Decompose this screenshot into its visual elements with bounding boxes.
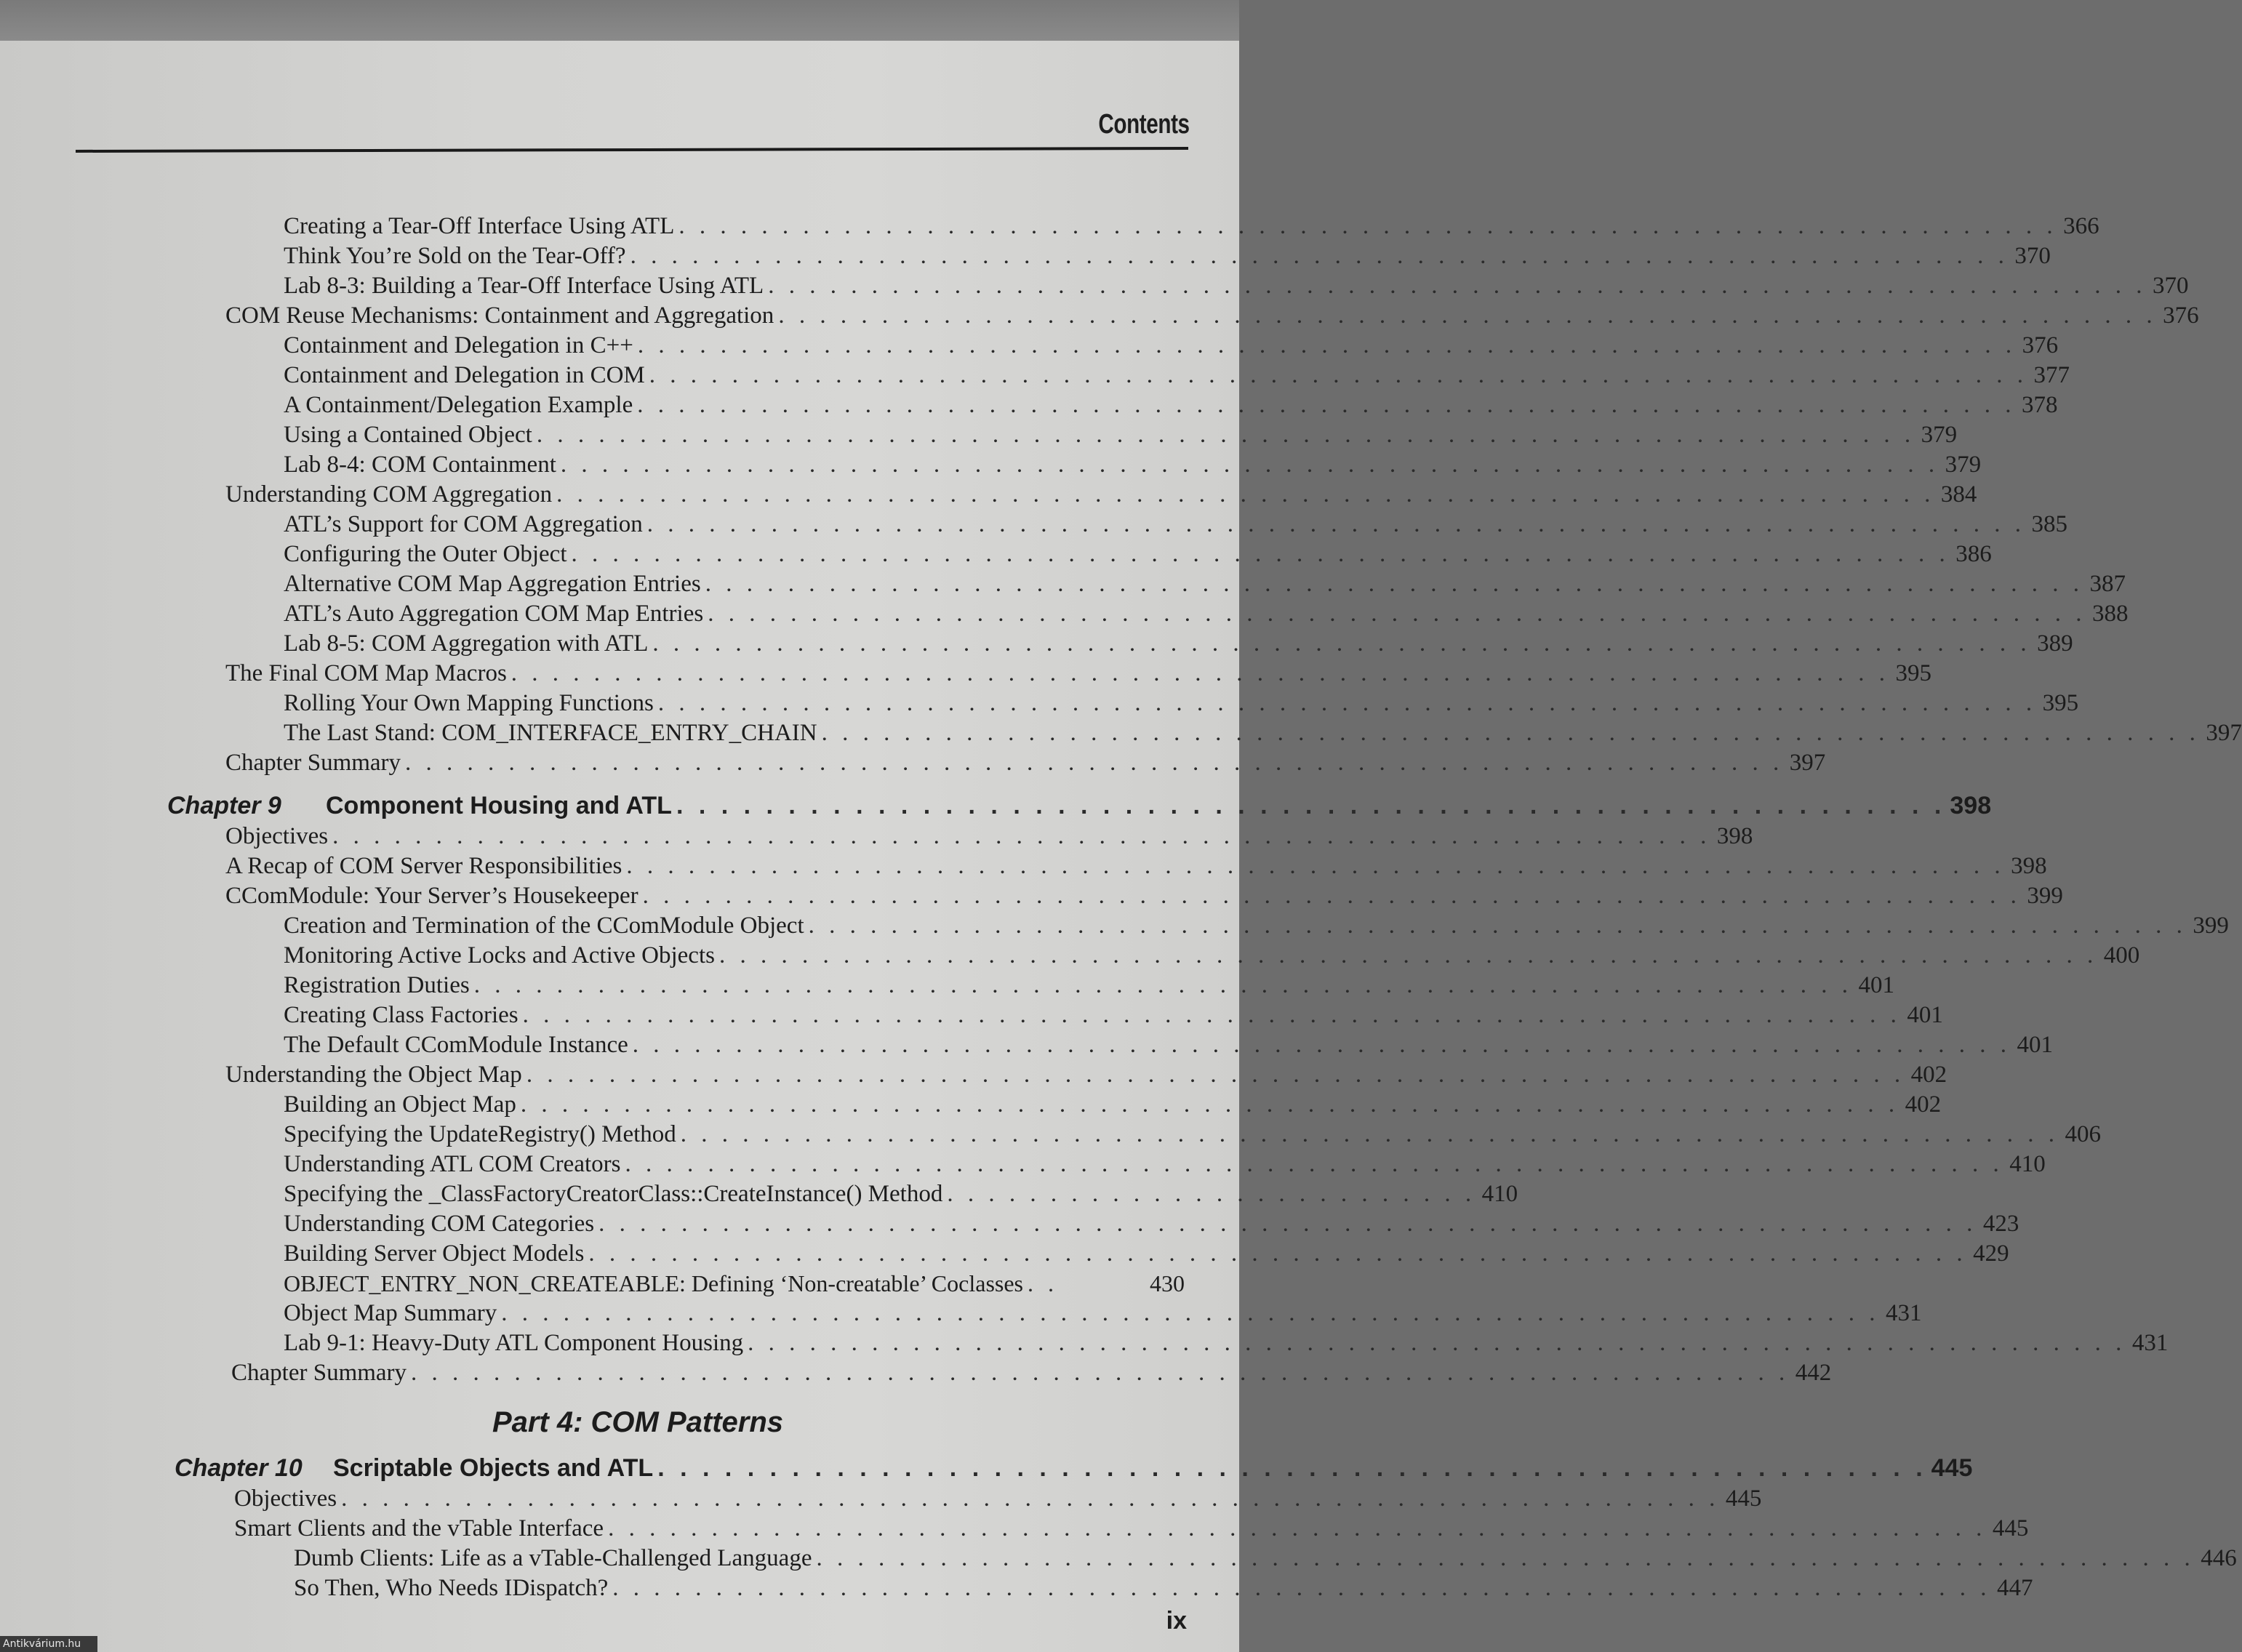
- dot-leader: . . . . . . . . . . . . . . . . . . . . . . . . . . . . . . . . . . . . . . . . . . . . . . . . . . . . . . . . . . . . . . . . . . .: [808, 913, 2187, 939]
- toc-entry-title: Rolling Your Own Mapping Functions: [284, 690, 654, 716]
- toc-entry-page: 376: [2022, 332, 2059, 358]
- toc-entry-title: Lab 8-3: Building a Tear-Off Interface Using ATL: [284, 273, 764, 299]
- toc-entry-title: Registration Duties: [284, 972, 470, 998]
- toc-entry: [294, 1544, 2237, 1573]
- dot-leader: . . . . . . . . . . . . . . . . . . . . . . . . . . . . . . . . . . . . . . . . . . . . . . . . . . . . . . . . . . . . . . . . . . .: [718, 942, 2098, 969]
- toc-entry-page: 385: [2031, 511, 2068, 537]
- dot-leader: . . . . . . . . . . . . . . . . . . . . . . . . . . . . . . . . . . . . . . . . . . . . . . . . . . . . . . . . . . . . . . . . . . .: [821, 720, 2200, 746]
- toc-entry-title: Creation and Termination of the CComModule Object: [284, 913, 804, 939]
- toc-entry-title: Understanding COM Aggregation: [225, 481, 553, 508]
- toc-entry-page: 399: [2193, 913, 2229, 939]
- toc-entry: [284, 911, 2229, 940]
- toc-entry-title: So Then, Who Needs IDispatch?: [294, 1575, 609, 1601]
- dot-leader: . . . . . . . . . . . . . . . . . . . . . . . . . . . . . . . . . . . . . . . . . . . . . . . . . . . . . . . . . . . . . . . . . . .: [405, 750, 1784, 776]
- toc-entry-title: Think You’re Sold on the Tear-Off?: [284, 243, 626, 269]
- toc-entry: [284, 689, 2079, 718]
- dot-leader: . . . . . . . . . . . . . . . . . . . . . . . . . . . . . . . . . . . . . . . . . . . . . . . . . . . . . . . . . . . . . . . . . . .: [708, 601, 2086, 627]
- toc-entry-title: Objectives: [225, 823, 329, 849]
- dot-leader: . . . . . . . . . . . . . . . . . . . . . . . . . . . . . . . . . . . . . . . . . . . . . . . . . . . . . . . . . . . . . . . . . . .: [526, 1062, 1905, 1088]
- toc-entry-page: 397: [2206, 720, 2242, 746]
- dot-leader: . . . . . . . . . . . . . . . . . . . . . . . . . . . . . . . . . . . . . . . . . . . . . . . . . . . . . . . . . . . . . . . . . . .: [608, 1515, 1987, 1541]
- dot-leader: . . . . . . . . . . . . . . . . . . . . . . . . . . . . . . . . . . . . . . . . . . . . . . . . . . . . . . . . . . . . . . . . . . .: [511, 660, 1890, 686]
- toc-entry: [284, 1209, 2019, 1238]
- toc-entry: [284, 1120, 2102, 1149]
- toc-entry-page: 410: [2009, 1151, 2046, 1177]
- toc-entry-page: 386: [1955, 541, 1992, 567]
- toc-entry: [284, 1239, 2009, 1268]
- toc-entry: [225, 1060, 1947, 1089]
- dot-leader: . . . . . . . . . . . . . . . . . . . . . . . . . . . . . . . . . . . . . . . . . . . . . . . . . . . . . . . . . . . . . . . . . . .: [642, 883, 2021, 909]
- toc-entry: [284, 1269, 1185, 1298]
- toc-entry-title: Creating Class Factories: [284, 1002, 519, 1028]
- toc-entry: [284, 1001, 1943, 1030]
- toc-entry-page: 379: [1921, 422, 1958, 448]
- toc-entry: [284, 1299, 1922, 1328]
- chapter-title: Component Housing and ATL: [326, 792, 672, 819]
- toc-entry-title: Specifying the _ClassFactoryCreatorClass::CreateInstance() Method: [284, 1181, 943, 1207]
- toc-entry-title: Understanding ATL COM Creators: [284, 1151, 621, 1177]
- toc-entry-title: Specifying the UpdateRegistry() Method: [284, 1121, 676, 1147]
- toc-entry: [225, 480, 1977, 509]
- toc-entry-page: 395: [2042, 690, 2079, 716]
- dot-leader: . . . . . . . . . . . . . . . . . . . . . . . . . . . . . . . . . . . . . . . . . . . . . . . . . . . . . . . . . . . . . . . . . . .: [632, 1032, 2011, 1058]
- toc-entry: [234, 1514, 2029, 1543]
- toc-entry-page: 370: [2152, 273, 2189, 299]
- toc-entry-page: 387: [2089, 571, 2126, 597]
- dot-leader: . . . . . . . . . . . . . . . . . . . . . . . . . . . . . . . . . . . . . . . . . . . . . . . . . . . . . . . . . . . . . . . . . . .: [332, 823, 1711, 849]
- dot-leader: . . . . . . . . . . . . . . . . . . . . . . . . . . . . . . . . . . . . . . . . . . . . . . . . . . . . . . . . . . . . . . . . . . .: [588, 1240, 1967, 1267]
- toc-entry-page: 430: [1150, 1270, 1185, 1296]
- toc-entry-page: 399: [2027, 883, 2063, 909]
- dot-leader: . . . . . . . . . . . . . . . . . . . . . . . . . . . . . . . . . . . . . . . . . . . . . . . . . . . . . . . . . . . . . . . . . . .: [411, 1360, 1790, 1386]
- toc-entry: [284, 241, 2051, 270]
- dot-leader: . . . . . . . . . . . . . . . . . . . . . . . . . . . . . . . . . . . . . . . . . . . . . . . . . . . . . . . . . . . . . . . . . . .: [630, 243, 2009, 269]
- toc-entry-page: 388: [2091, 601, 2129, 627]
- toc-entry-title: Lab 8-4: COM Containment: [284, 452, 556, 478]
- toc-entry: [284, 1090, 1942, 1119]
- toc-entry-page: 398: [2011, 853, 2047, 879]
- toc-entry-title: Lab 9-1: Heavy-Duty ATL Component Housing: [284, 1330, 744, 1356]
- toc-entry-title: ATL’s Auto Aggregation COM Map Entries: [284, 601, 704, 627]
- dot-leader: . . . . . . . . . . . . . . . . . . . . . . . . . . . . . . . . . . . . . . . . . . . . . . . . . . . . . . . . . . . . . . . . . . .: [571, 541, 1950, 567]
- toc-entry-title: Chapter Summary: [225, 750, 401, 776]
- dot-leader: . . . . . . . . . . . . . . . . . . . . . . . . . . . . . . . . . . . . . . . . . . . . . . . . . . . . . . . . . . . . . . . . . . .: [598, 1211, 1977, 1237]
- running-head: Contents: [1098, 109, 1190, 140]
- toc-entry-title: The Final COM Map Macros: [225, 660, 507, 686]
- dot-leader: . . . . . . . . . . . . . . . . . . . . . . . . . . . . . . . . . . . . . . . . . . . . . . . . . . . . . . . . .: [657, 1454, 1927, 1482]
- toc-entry-page: 410: [1481, 1181, 1518, 1207]
- toc-entry: [231, 1358, 1832, 1387]
- page-number: ix: [1166, 1607, 1187, 1635]
- toc-entry-title: Containment and Delegation in C++: [284, 332, 633, 358]
- toc-entry: [284, 540, 1992, 569]
- dot-leader: . . . . . . . . . . . . . . . . . . . . . . . . . . . . . . . . . . . . . . . . . . . . . . . . . . . . . . . . . . . . . . . . . . .: [816, 1545, 2195, 1571]
- chapter-label: Chapter 10: [175, 1454, 303, 1482]
- dot-leader: . . . . . . . . . . . . . . . . . . . . . . . . . . . . . . . . . . . . . . . . . . . . . . . . . . . . . . . . . . . . . . . . . . .: [778, 302, 2157, 329]
- watermark: Antikvárium.hu: [0, 1636, 97, 1652]
- toc-entry: [284, 1030, 2054, 1059]
- dot-leader: . . . . . . . . . . . . . . . . . . . . . . . . . . . . . . . . . . . . . . . . . . . . . . . . . . . . . . . . . . . . . . . . . . .: [626, 853, 2005, 879]
- dot-leader: . . . . . . . . . . . . . . . . . . . . . . . . . . . . . . . . . . . . . . . . . . . . . . . . . . . . . . . . . . . . . . . . . . .: [520, 1091, 1899, 1118]
- toc-entry: [284, 420, 1958, 449]
- toc-entry-page: 406: [2065, 1121, 2102, 1147]
- dot-leader: . . . . . . . . . . . . . . . . . . . . . . . . . . . . . . . . . . . . . . . . . . . . . . . . . . . . . . . . . . . . . . . . . . .: [637, 392, 2016, 418]
- dot-leader: . . . . . . . . . . . . . . . . . . . . . . . . . . . . . . . . . . . . . . . . . . . . . . . . . . . . . . . . . . . . . . . . . . .: [560, 452, 1939, 478]
- toc-entry: [294, 1573, 2033, 1603]
- dot-leader: . . . . . . . . . . . . . . . . . . . . . . . . . . . . . . . . . . . . . . . . . . . . . . . . . . . . . . . . . . . . . . . . . . .: [680, 1121, 2059, 1147]
- toc-entry-page: 397: [1789, 750, 1826, 776]
- toc-entry: [284, 331, 2059, 360]
- dot-leader: . .: [1028, 1270, 1058, 1296]
- toc-entry-page: 423: [1982, 1211, 2019, 1237]
- toc-entry-page: 398: [1716, 823, 1753, 849]
- toc-entry-title: The Last Stand: COM_INTERFACE_ENTRY_CHAIN: [284, 720, 817, 746]
- toc-entry-title: Monitoring Active Locks and Active Objects: [284, 942, 715, 969]
- dot-leader: . . . . . . . . . . . . . . . . . . . . . . . . . . . . . . . . . . . . . . . . . . . . . . . . . . . . . . . . . . . . . . . . . . .: [649, 362, 2028, 388]
- toc-entry-page: 431: [2131, 1330, 2169, 1356]
- toc-entry-title: Object Map Summary: [284, 1300, 497, 1326]
- toc-entry-page: 378: [2021, 392, 2058, 418]
- toc-entry: [284, 390, 2058, 420]
- toc-entry-page: 376: [2163, 302, 2199, 329]
- toc-entry-title: ATL’s Support for COM Aggregation: [284, 511, 643, 537]
- toc-entry-title: Configuring the Outer Object: [284, 541, 567, 567]
- toc-entry: [225, 659, 1932, 688]
- toc-entry-page: 401: [1907, 1002, 1943, 1028]
- dot-leader: . . . . . . . . . . . . . . . . . . . . . . . . . . . . . . . . . . . . . . . . . . . . . . . . . . . . . . . . . . . . . . . . . . .: [612, 1575, 1991, 1601]
- chapter-page: 398: [1950, 792, 1992, 819]
- toc-entry-title: Chapter Summary: [231, 1360, 407, 1386]
- dot-leader: . . . . . . . . . . . . . . . . . . . . . . . . . . . . . . . . . . . . . . . . . . . . . . . . . . . . . . . . .: [676, 792, 1946, 819]
- toc-entry: [225, 822, 1753, 851]
- toc-entry: [284, 718, 2242, 747]
- toc-entry-title: CComModule: Your Server’s Housekeeper: [225, 883, 638, 909]
- toc-entry-title: Dumb Clients: Life as a vTable-Challenged Language: [294, 1545, 812, 1571]
- toc-entry-title: Understanding COM Categories: [284, 1211, 595, 1237]
- toc-entry: [284, 510, 2068, 539]
- dot-leader: . . . . . . . . . . . . . . . . . . . . . . . . . . . . . . . . . . . . . . . . . . . . . . . . . . . . . . . . . . . . . . . . . . .: [748, 1330, 2126, 1356]
- dot-leader: . . . . . . . . . . . . . . . . . . . . . . . . . . . . . . . . . . . . . . . . . . . . . . . . . . . . . . . . . . . . . . . . . . .: [678, 213, 2057, 239]
- toc-entry-page: 445: [1992, 1515, 2029, 1541]
- toc-entry: [225, 851, 2047, 881]
- toc-entry-title: Alternative COM Map Aggregation Entries: [284, 571, 701, 597]
- toc-entry: [234, 1484, 1762, 1513]
- dot-leader: . . . . . . . . . . . . . . . . . . . . . . . . . . . . . . . . . . . . . . . . . . . . . . . . . . . . . . . . . . . . . . . . . . .: [768, 273, 2147, 299]
- toc-entry-title: Lab 8-5: COM Aggregation with ATL: [284, 630, 649, 657]
- toc-entry: [225, 881, 2063, 910]
- dot-leader: . . . . . . . . . . . . . . . . . . . . . . . . . . . . . . . . . . . . . . . . . . . . . . . . . . . . . . . . . . . . . . . . . . .: [522, 1002, 1901, 1028]
- toc-entry-page: 379: [1945, 452, 1982, 478]
- toc-entry-title: Understanding the Object Map: [225, 1062, 522, 1088]
- toc-entry: [225, 748, 1826, 777]
- dot-leader: . . . . . . . . . . . . . . . . . . . . . . . . . . . . . . . . . . . . . . . . . . . . . . . . . . . . . . . . . . . . . . . . . . .: [657, 690, 2037, 716]
- toc-entry-page: 442: [1795, 1360, 1832, 1386]
- toc-entry-page: 431: [1886, 1300, 1922, 1326]
- dot-leader: . . . . . . . . . . . . . . . . . . . . . . . . . . . . . . . . . . . . . . . . . . . . . . . . . . . . . . . . . . . . . . . . . . .: [556, 481, 1935, 508]
- part-heading: Part 4: COM Patterns: [492, 1406, 784, 1438]
- toc-entry-page: 395: [1895, 660, 1932, 686]
- toc-entry-title: Creating a Tear-Off Interface Using ATL: [284, 213, 675, 239]
- toc-entry: [284, 941, 2140, 970]
- toc-entry-title: COM Reuse Mechanisms: Containment and Aggregation: [225, 302, 774, 329]
- toc-entry: [284, 569, 2126, 598]
- dot-leader: . . . . . . . . . . . . . . . . . . . . . . . . . . . . . . . . . . . . . . . . . . . . . . . . . . . . . . . . . . . . . . . . . . .: [536, 422, 1915, 448]
- toc-chapter-heading: [175, 1453, 1973, 1483]
- toc-chapter-heading: [167, 791, 1992, 820]
- dot-leader: . . . . . . . . . . . . . . . . . . . . . . . . . .: [947, 1181, 1476, 1207]
- toc-entry-title: Containment and Delegation in COM: [284, 362, 645, 388]
- toc-entry-title: OBJECT_ENTRY_NON_CREATEABLE: Defining ‘Non-creatable’ Coclasses: [284, 1270, 1023, 1296]
- dot-leader: . . . . . . . . . . . . . . . . . . . . . . . . . . . . . . . . . . . . . . . . . . . . . . . . . . . . . . . . . . . . . . . . . . .: [341, 1485, 1720, 1512]
- toc-entry-page: 401: [1858, 972, 1894, 998]
- toc-entry-page: 447: [1997, 1575, 2033, 1601]
- toc-entry-title: Objectives: [234, 1485, 337, 1512]
- toc-entry: [284, 1328, 2169, 1358]
- toc-entry-title: Smart Clients and the vTable Interface: [234, 1515, 604, 1541]
- toc-entry: [284, 361, 2070, 390]
- dot-leader: . . . . . . . . . . . . . . . . . . . . . . . . . . . . . . . . . . . . . . . . . . . . . . . . . . . . . . . . . . . . . . . . . . .: [652, 630, 2031, 657]
- toc-entry: [284, 1150, 2046, 1179]
- toc-entry: [284, 212, 2099, 241]
- toc-entry-page: 377: [2033, 362, 2070, 388]
- toc-entry: [284, 450, 1982, 479]
- toc-entry-title: Building Server Object Models: [284, 1240, 585, 1267]
- dot-leader: . . . . . . . . . . . . . . . . . . . . . . . . . . . . . . . . . . . . . . . . . . . . . . . . . . . . . . . . . . . . . . . . . . .: [625, 1151, 2003, 1177]
- chapter-page: 445: [1931, 1454, 1973, 1482]
- dot-leader: . . . . . . . . . . . . . . . . . . . . . . . . . . . . . . . . . . . . . . . . . . . . . . . . . . . . . . . . . . . . . . . . . . .: [705, 571, 2083, 597]
- toc-entry-page: 402: [1905, 1091, 1942, 1118]
- dot-leader: . . . . . . . . . . . . . . . . . . . . . . . . . . . . . . . . . . . . . . . . . . . . . . . . . . . . . . . . . . . . . . . . . . .: [473, 972, 1852, 998]
- toc-entry-page: 401: [2017, 1032, 2054, 1058]
- toc-entry: [284, 271, 2189, 300]
- chapter-label: Chapter 9: [167, 792, 281, 819]
- toc-entry: [284, 629, 2073, 658]
- toc-entry-page: 370: [2014, 243, 2051, 269]
- toc-entry-title: A Recap of COM Server Responsibilities: [225, 853, 622, 879]
- toc-entry: [284, 1179, 1518, 1208]
- toc-entry-page: 445: [1725, 1485, 1762, 1512]
- toc-entry: [284, 599, 2129, 628]
- toc-entry: [225, 301, 2199, 330]
- toc-entry-page: 400: [2103, 942, 2140, 969]
- toc-entry: [284, 971, 1894, 1000]
- dot-leader: . . . . . . . . . . . . . . . . . . . . . . . . . . . . . . . . . . . . . . . . . . . . . . . . . . . . . . . . . . . . . . . . . . .: [646, 511, 2026, 537]
- toc-entry-page: 389: [2037, 630, 2073, 657]
- toc-entry-page: 402: [1910, 1062, 1947, 1088]
- dot-leader: . . . . . . . . . . . . . . . . . . . . . . . . . . . . . . . . . . . . . . . . . . . . . . . . . . . . . . . . . . . . . . . . . . .: [637, 332, 2017, 358]
- toc-entry-title: Building an Object Map: [284, 1091, 516, 1118]
- toc-entry-title: Using a Contained Object: [284, 422, 532, 448]
- dot-leader: . . . . . . . . . . . . . . . . . . . . . . . . . . . . . . . . . . . . . . . . . . . . . . . . . . . . . . . . . . . . . . . . . . .: [501, 1300, 1880, 1326]
- toc-entry-page: 384: [1940, 481, 1977, 508]
- chapter-title: Scriptable Objects and ATL: [333, 1454, 654, 1482]
- toc-entry-title: The Default CComModule Instance: [284, 1032, 628, 1058]
- toc-entry-page: 429: [1973, 1240, 2009, 1267]
- toc-entry-page: 366: [2063, 213, 2099, 239]
- toc-entry-page: 446: [2201, 1545, 2237, 1571]
- toc-entry-title: A Containment/Delegation Example: [284, 392, 633, 418]
